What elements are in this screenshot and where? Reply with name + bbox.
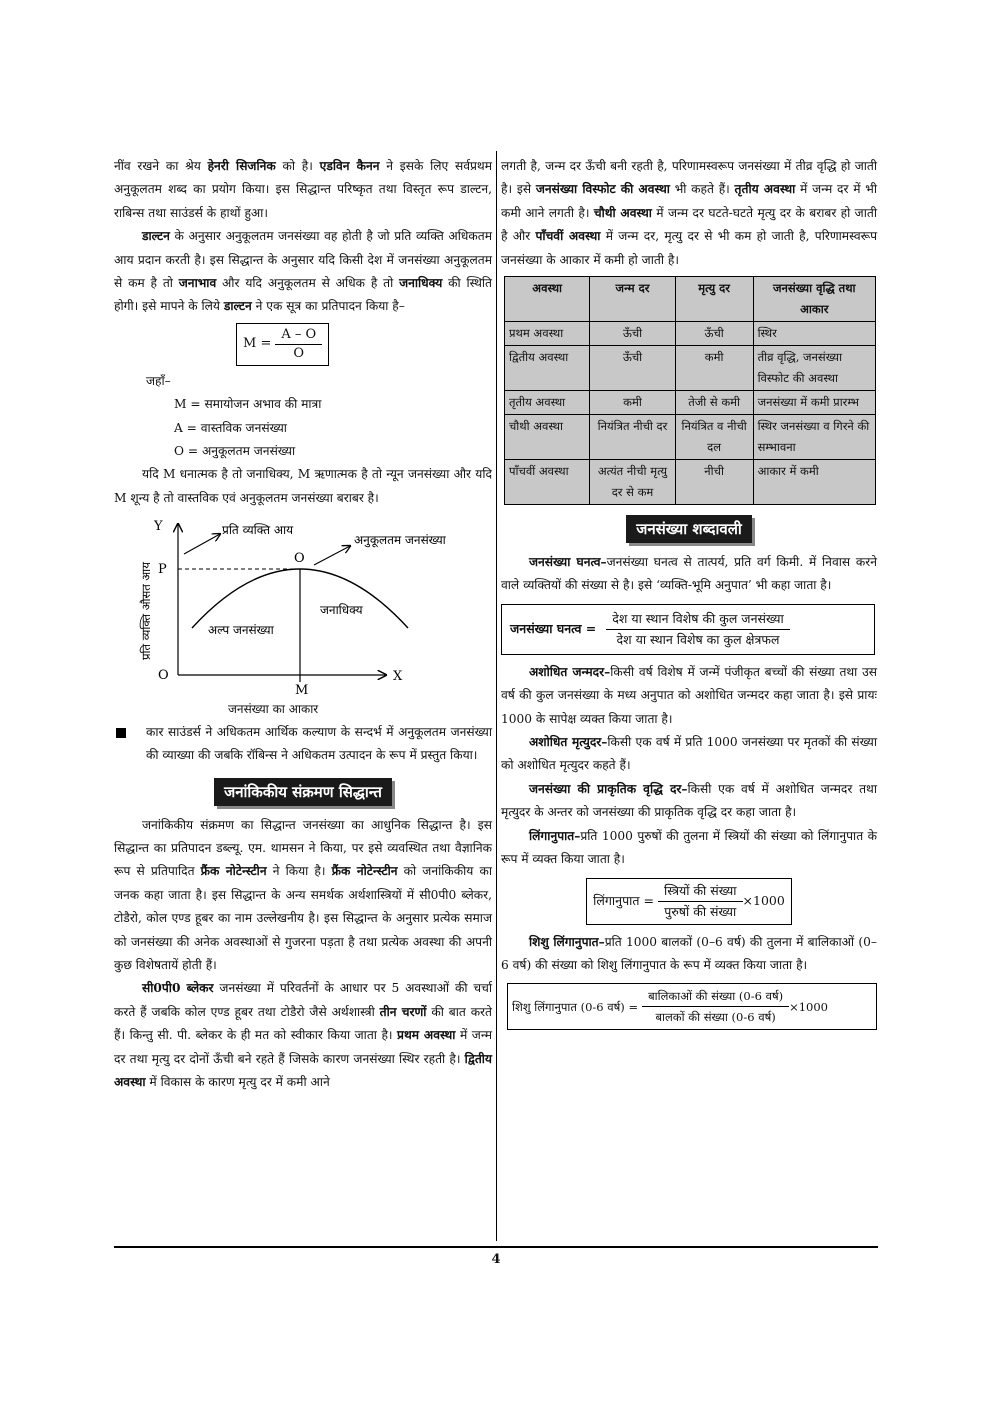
bold-term: जनसंख्या की प्राकृतिक वृद्धि दर– <box>529 781 688 796</box>
dalton-formula <box>236 323 329 366</box>
bold-term: डाल्टन <box>223 299 252 314</box>
bold-term: तृतीय अवस्था <box>734 182 796 197</box>
bold-term: प्रथम अवस्था <box>397 1028 456 1043</box>
bold-term: एडविन कैनन <box>319 159 380 173</box>
density-formula-numerator: देश या स्थान विशेष की कुल जनसंख्या <box>606 609 790 630</box>
stages-table <box>504 276 876 505</box>
dalton-formula-fraction <box>275 326 322 363</box>
text-run: किसी एक वर्ष में प्रति 1000 जनसंख्या पर मृतकों की संख्या को अशोधित मृत्युदर कहते हैं। <box>501 735 877 773</box>
table-cell: जनसंख्या में कमी प्रारम्भ <box>753 391 875 415</box>
text-run: प्रति 1000 पुरुषों की तुलना में स्त्रियों की संख्या को लिंगानुपात के रूप में व्यक्त किया जाता है। <box>501 828 877 867</box>
table-cell: तृतीय अवस्था <box>505 391 590 415</box>
text-run: के अनुसार अनुकूलतम जनसंख्या वह होती है जो प्रति व्यक्ति अधिकतम आय प्रदान करती है। इस सिद्धान्त के अनुसार यदि किसी देश में जनसंख्या अनुकूलतम से कम है तो <box>114 229 492 291</box>
child-sex-ratio-formula <box>507 983 877 1030</box>
origin-label: O <box>158 668 169 684</box>
text-run: और यदि अनुकूलतम से अधिक है तो <box>216 276 400 291</box>
left-paragraph-m-sign: यदि M धनात्मक है तो जनाधिक्य, M ऋणात्मक है तो न्यून जनसंख्या और यदि M शून्य है तो वास्तविक एवं अनुकूलतम जनसंख्या बराबर है। <box>114 467 492 505</box>
paragraph-sex-ratio <box>501 825 877 872</box>
sex-ratio-formula-denominator: पुरुषों की संख्या <box>664 903 737 919</box>
bold-term: शिशु लिंगानुपात– <box>529 934 605 949</box>
child-sex-ratio-formula-denominator: बालकों की संख्या (0-6 वर्ष) <box>655 1010 776 1025</box>
text-run: में विकास के कारण मृत्यु दर में कमी आने <box>145 1074 330 1089</box>
income-arrow-label: प्रति व्यक्ति आय <box>222 523 294 538</box>
bullet-text: कार साउंडर्स ने अधिकतम आर्थिक कल्याण के सन्दर्भ में अनुकूलतम जनसंख्या की व्याख्या की जबकि रॉबिन्स ने अधिकतम उत्पादन के रूप में प्रस्तुत किया। <box>146 724 492 763</box>
region-over-population: जनाधिक्य <box>320 603 363 618</box>
table-row <box>505 322 876 346</box>
table-cell: प्रथम अवस्था <box>505 322 590 346</box>
child-sex-ratio-formula-numerator: बालिकाओं की संख्या (0-6 वर्ष) <box>642 986 789 1007</box>
table-cell: पाँचवीं अवस्था <box>505 460 590 505</box>
definition-a: A = वास्तविक जनसंख्या <box>174 420 287 435</box>
bold-term: लिंगानुपात– <box>529 828 581 843</box>
text-run: लगती है, जन्म दर ऊँची बनी रहती है, परिणामस्वरूप जनसंख्या में तीव्र वृद्धि हो जाती है। इसे <box>501 159 877 197</box>
section-heading-glossary: जनसंख्या शब्दावली <box>626 515 752 543</box>
sex-ratio-formula-row <box>501 872 877 931</box>
text-run: किसी वर्ष विशेष में जन्में पंजीकृत बच्चों की संख्या तथा उस वर्ष की कुल जनसंख्या के मध्य अनुपात को अशोधित जन्मदर कहा जाता है। इसे प्रायः 1000 के सापेक्ष व्यक्त किया जाता है। <box>501 664 877 726</box>
density-formula-denominator: देश या स्थान विशेष का कुल क्षेत्रफल <box>616 631 780 647</box>
table-cell: ऊँची <box>675 322 753 346</box>
left-paragraph-transition <box>114 814 492 978</box>
text-run: में जन्म दर, मृत्यु दर से भी कम हो जाती है, परिणामस्वरूप जनसंख्या के आकार में कमी हो जाती है। <box>501 229 877 267</box>
bullet-item <box>114 721 492 768</box>
table-row <box>505 391 876 415</box>
text-run: में जन्म दर तथा मृत्यु दर दोनों ऊँची बने रहते हैं जिसके कारण जनसंख्या स्थिर रहती है। <box>114 1028 492 1066</box>
table-header: मृत्यु दर <box>675 277 753 322</box>
bold-term: चौथी अवस्था <box>593 205 652 220</box>
m-label: M <box>295 683 309 699</box>
table-header: जनसंख्या वृद्धि तथा आकार <box>753 277 875 322</box>
text-run: की बात करते हैं। किन्तु सी. पी. ब्लेकर के ही मत को स्वीकार किया जाता है। <box>114 1004 492 1043</box>
bold-term: जनाभाव <box>178 276 217 291</box>
table-cell: कमी <box>590 391 675 415</box>
o-peak-label: O <box>294 551 305 567</box>
paragraph-birth-rate <box>501 661 877 731</box>
child-sex-ratio-formula-lhs: शिशु लिंगानुपात (0-6 वर्ष) = <box>512 999 639 1014</box>
formula-definitions <box>146 370 492 464</box>
text-run: भी कहते हैं। <box>669 182 735 197</box>
text-run: नींव रखने का श्रेय <box>114 159 208 173</box>
sex-ratio-formula-numerator: स्त्रियों की संख्या <box>658 881 743 902</box>
paragraph-natural-growth <box>501 778 877 825</box>
table-cell: नीची <box>675 460 753 505</box>
paragraph-density <box>501 551 877 598</box>
text-run: ने एक सूत्र का प्रतिपादन किया है– <box>251 299 405 314</box>
x-axis-title: जनसंख्या का आकार <box>228 701 319 716</box>
table-header: अवस्था <box>505 277 590 322</box>
column-divider <box>496 151 497 1241</box>
table-row <box>505 346 876 391</box>
table-cell: नियंत्रित व नीची दल <box>675 415 753 460</box>
definition-o: O = अनुकूलतम जनसंख्या <box>174 444 296 459</box>
bold-term: पाँचवीं अवस्था <box>535 229 601 244</box>
table-cell: आकार में कमी <box>753 460 875 505</box>
bold-term: अशोधित मृत्युदर– <box>529 735 608 750</box>
left-column <box>114 155 492 1094</box>
bold-term: जनाधिक्य <box>399 276 443 291</box>
table-cell: नियंत्रित नीची दर <box>590 415 675 460</box>
bold-term: जनसंख्या विस्फोट की अवस्था <box>535 182 670 197</box>
region-under-population: अल्प जनसंख्या <box>208 623 274 638</box>
text-run: को है। <box>275 159 320 173</box>
paragraph-child-sex-ratio <box>501 931 877 978</box>
dalton-formula-lhs: M = <box>243 336 272 352</box>
table-cell: ऊँची <box>590 322 675 346</box>
table-cell: तेजी से कमी <box>675 391 753 415</box>
section-heading-transition: जनांकिकीय संक्रमण सिद्धान्त <box>214 778 392 806</box>
text-run: जनांकिकीय संक्रमण का सिद्धान्त जनसंख्या का आधुनिक सिद्धान्त है। इस सिद्धान्त का प्रतिपादन डब्ल्यू. एम. थामसन ने किया, पर इसे व्यवस्थित तथा वैज्ञानिक रूप से प्रतिपादित <box>114 817 492 879</box>
text-run: को जनांकिकीय का जनक कहा जाता है। इस सिद्धान्त के अन्य समर्थक अर्थशास्त्रियों में सी0पी0 ब्लेकर, टोडैरो, कोल एण्ड हूबर का नाम उल्लेखनीय है। इस सिद्धान्त के अनुसार प्रत्येक समाज को जनसंख्या की अनेक अवस्थाओं से गुजरना पड़ता है तथा प्रत्येक अवस्था की अपनी कुछ विशेषतायें होती हैं। <box>114 864 492 972</box>
bold-term: फ्रैंक नोटेन्स्टीन <box>331 864 398 879</box>
text-run: ने इसके लिए सर्वप्रथम अनुकूलतम शब्द का प्रयोग किया। इस सिद्धान्त परिष्कृत तथा विस्तृत रूप डाल्टन, राबिन्स तथा साउंडर्स के हाथों हुआ। <box>114 159 492 220</box>
bold-term: जनसंख्या घनत्व– <box>529 555 607 570</box>
p-label: P <box>158 562 167 578</box>
bold-term: तीन चरणों <box>379 1004 427 1019</box>
table-cell: कमी <box>675 346 753 391</box>
text-run: ने किया है। <box>266 864 332 879</box>
table-cell: चौथी अवस्था <box>505 415 590 460</box>
density-formula-fraction <box>606 609 790 650</box>
left-paragraph-dalton <box>114 225 492 319</box>
optimum-arrow-label: अनुकूलतम जनसंख्या <box>354 533 446 548</box>
dalton-formula-denominator: O <box>293 345 305 361</box>
bold-term: फ्रैंक नोटेन्स्टीन <box>200 864 267 879</box>
table-cell: ऊँची <box>590 346 675 391</box>
bold-term: हेनरी सिजनिक <box>207 159 276 173</box>
income-arrow <box>184 534 220 554</box>
table-header: जन्म दर <box>590 277 675 322</box>
optimum-arrow <box>314 546 350 565</box>
density-formula-lhs: जनसंख्या घनत्व = <box>510 621 597 637</box>
footer-rule <box>114 1246 878 1248</box>
paragraph-death-rate <box>501 731 877 778</box>
sex-ratio-formula-multiplier: ×1000 <box>742 893 785 908</box>
left-paragraph-blacker <box>114 977 492 1094</box>
table-row <box>505 415 876 460</box>
dalton-formula-numerator: A – O <box>275 326 322 345</box>
sex-ratio-formula-fraction <box>658 881 743 922</box>
table-cell: स्थिर जनसंख्या व गिरने की सम्भावना <box>753 415 875 460</box>
right-column <box>501 155 877 1030</box>
left-paragraph-1 <box>114 155 492 225</box>
where-label: जहाँ– <box>146 373 171 388</box>
table-cell: द्वितीय अवस्था <box>505 346 590 391</box>
optimum-population-graph <box>114 510 492 700</box>
x-axis-label: X <box>393 669 403 685</box>
text-run: में जन्म दर में भी कमी आने लगती है। <box>501 182 877 220</box>
table-cell: तीव्र वृद्धि, जनसंख्या विस्फोट की अवस्था <box>753 346 875 391</box>
sex-ratio-formula-lhs: लिंगानुपात = <box>593 893 654 908</box>
table-row <box>505 460 876 505</box>
definition-m: M = समायोजन अभाव की मात्रा <box>174 397 322 412</box>
table-cell: स्थिर <box>753 322 875 346</box>
table-cell: अत्यंत नीची मृत्यु दर से कम <box>590 460 675 505</box>
page <box>114 155 878 1245</box>
text-run: जनसंख्या में परिवर्तनों के आधार पर 5 अवस्थाओं की चर्चा करते हैं जबकि कोल एण्ड हूबर तथा टोडैरो जैसे अर्थशास्त्री <box>114 981 493 1019</box>
y-axis-title: प्रति व्यक्ति औसत आय <box>139 562 153 661</box>
right-paragraph-stages <box>501 155 877 272</box>
child-sex-ratio-formula-multiplier: ×1000 <box>789 999 828 1014</box>
text-run: में जन्म दर घटते-घटते मृत्यु दर के बराबर हो जाती है और <box>501 205 877 244</box>
bold-term: डाल्टन <box>142 229 170 244</box>
text-run: किसी एक वर्ष में अशोधित जन्मदर तथा मृत्युदर के अन्तर को जनसंख्या की प्राकृतिक वृद्धि दर कहा जाता है। <box>501 781 877 820</box>
sex-ratio-formula <box>586 878 792 925</box>
bold-term: द्वितीय अवस्था <box>114 1051 492 1089</box>
text-run: प्रति 1000 बालकों (0–6 वर्ष) की तुलना में बालिकाओं (0–6 वर्ष) की संख्या को शिशु लिंगानुपात के रूप में व्यक्त किया जाता है। <box>501 934 877 972</box>
bullet-square-icon <box>116 728 126 738</box>
child-sex-ratio-formula-fraction <box>642 986 789 1027</box>
text-run: जनसंख्या घनत्व से तात्पर्य, प्रति वर्ग किमी. में निवास करने वाले व्यक्तियों की संख्या से है। इसे ‘व्यक्ति-भूमि अनुपात’ भी कहा जाता है। <box>501 555 877 593</box>
table-header-row <box>505 277 876 322</box>
density-formula <box>501 604 875 655</box>
y-axis-label: Y <box>154 519 163 535</box>
bold-term: अशोधित जन्मदर– <box>529 664 611 679</box>
bold-term: सी0पी0 ब्लेकर <box>142 981 214 996</box>
page-number: 4 <box>491 1252 501 1267</box>
text-run: की स्थिति होगी। इसे मापने के लिये <box>114 276 492 314</box>
